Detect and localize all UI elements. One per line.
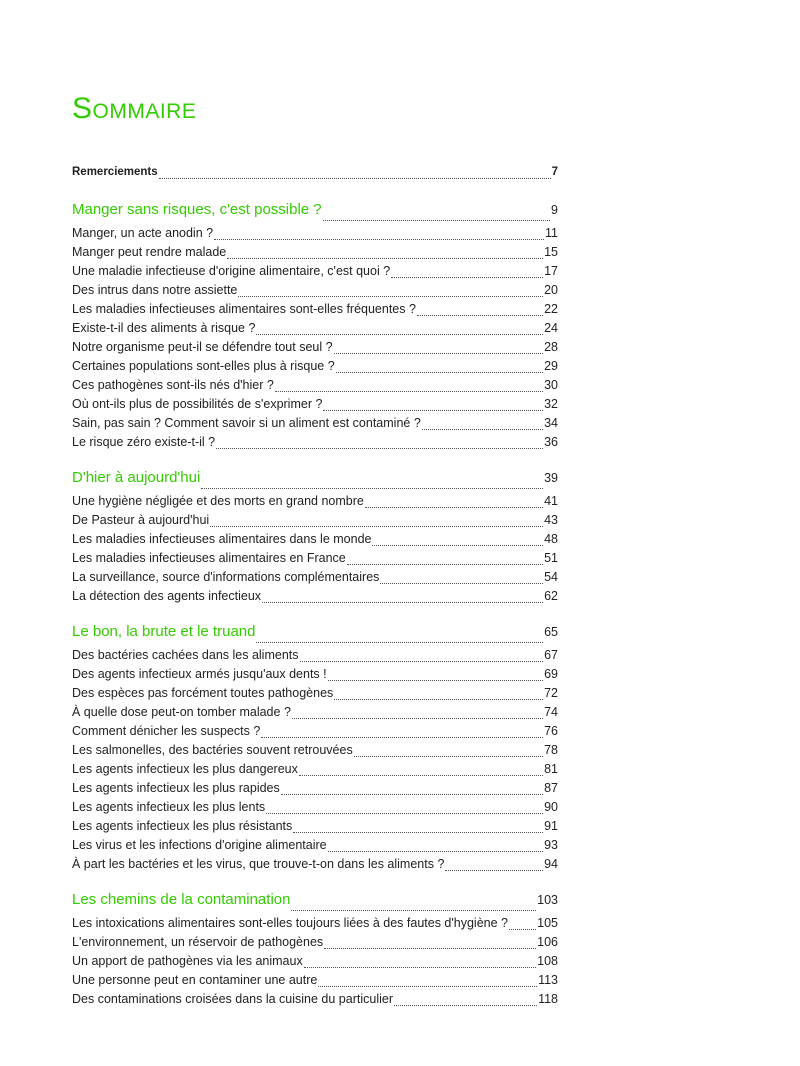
entry-page: 118	[538, 992, 558, 1006]
entry-page: 76	[544, 724, 558, 738]
toc-sections	[72, 196, 558, 1017]
dot-leader	[318, 985, 537, 987]
entry-page: 29	[544, 359, 558, 373]
entry-page: 94	[544, 857, 558, 871]
dot-leader	[266, 812, 543, 814]
toc-entry[interactable]	[72, 300, 558, 319]
entry-page: 87	[544, 781, 558, 795]
toc-entry[interactable]	[72, 933, 558, 952]
entry-page: 17	[544, 264, 558, 278]
dot-leader	[281, 793, 543, 795]
entry-label: Les maladies infectieuses alimentaires sont-elles fréquentes ?	[72, 302, 416, 316]
toc-entry[interactable]	[72, 684, 558, 703]
toc-entry[interactable]	[72, 741, 558, 760]
dot-leader	[334, 698, 543, 700]
section-page: 65	[544, 625, 558, 639]
entry-page: 90	[544, 800, 558, 814]
entry-label: À part les bactéries et les virus, que trouve-t-on dans les aliments ?	[72, 857, 445, 871]
dot-leader	[292, 717, 543, 719]
toc-section	[72, 464, 558, 614]
entry-label: Les salmonelles, des bactéries souvent retrouvées	[72, 743, 353, 757]
entry-page: 48	[544, 532, 558, 546]
entry-page: 36	[544, 435, 558, 449]
dot-leader	[323, 219, 550, 221]
toc-entry[interactable]	[72, 357, 558, 376]
dot-leader	[299, 774, 543, 776]
toc-entry[interactable]	[72, 760, 558, 779]
toc-section-heading[interactable]	[72, 196, 558, 224]
entry-page: 30	[544, 378, 558, 392]
entry-label: Des bactéries cachées dans les aliments	[72, 648, 299, 662]
entry-page: 11	[545, 226, 558, 240]
toc-entry[interactable]	[72, 952, 558, 971]
dot-leader	[445, 869, 543, 871]
toc-entry[interactable]	[72, 836, 558, 855]
entry-page: 81	[544, 762, 558, 776]
entry-page: 51	[544, 551, 558, 565]
entry-label: Où ont-ils plus de possibilités de s'exprimer ?	[72, 397, 323, 411]
dot-leader	[210, 525, 543, 527]
toc-entry[interactable]	[72, 971, 558, 990]
entry-label: La surveillance, source d'informations complémentaires	[72, 570, 380, 584]
entry-page: 15	[544, 245, 558, 259]
dot-leader	[293, 831, 543, 833]
dot-leader	[417, 314, 543, 316]
entry-label: Une maladie infectieuse d'origine alimentaire, c'est quoi ?	[72, 264, 391, 278]
dot-leader	[159, 177, 551, 179]
entry-page: 24	[544, 321, 558, 335]
entry-label: Manger peut rendre malade	[72, 245, 227, 259]
dot-leader	[328, 679, 543, 681]
toc-entry[interactable]	[72, 338, 558, 357]
dot-leader	[391, 276, 543, 278]
dot-leader	[216, 447, 543, 449]
entry-page: 78	[544, 743, 558, 757]
dot-leader	[354, 755, 543, 757]
entry-label: Les intoxications alimentaires sont-elles toujours liées à des fautes d'hygiène ?	[72, 916, 508, 930]
toc-entry[interactable]	[72, 376, 558, 395]
toc-entry[interactable]	[72, 319, 558, 338]
dot-leader	[336, 371, 543, 373]
dot-leader	[291, 909, 536, 911]
toc-entry[interactable]	[72, 224, 558, 243]
toc-entry[interactable]	[72, 798, 558, 817]
toc-entry[interactable]	[72, 587, 558, 606]
entry-label: Le risque zéro existe-t-il ?	[72, 435, 216, 449]
toc-entry[interactable]	[72, 990, 558, 1009]
entry-page: 41	[544, 494, 558, 508]
entry-page: 62	[544, 589, 558, 603]
entry-page: 69	[544, 667, 558, 681]
toc-entry[interactable]	[72, 646, 558, 665]
entry-label: Les agents infectieux les plus résistants	[72, 819, 293, 833]
entry-label: Remerciements	[72, 166, 158, 178]
dot-leader	[365, 506, 543, 508]
entry-page: 67	[544, 648, 558, 662]
section-page: 103	[537, 893, 558, 907]
dot-leader	[323, 409, 543, 411]
entry-page: 34	[544, 416, 558, 430]
dot-leader	[275, 390, 543, 392]
entry-page: 32	[544, 397, 558, 411]
toc-section-heading[interactable]	[72, 464, 558, 492]
entry-page: 43	[544, 513, 558, 527]
toc-entry[interactable]	[72, 395, 558, 414]
entry-label: Comment dénicher les suspects ?	[72, 724, 261, 738]
entry-page: 20	[544, 283, 558, 297]
entry-label: Notre organisme peut-il se défendre tout seul ?	[72, 340, 333, 354]
entry-page: 7	[551, 166, 558, 178]
toc-entry[interactable]	[72, 549, 558, 568]
dot-leader	[227, 257, 543, 259]
entry-label: Les agents infectieux les plus rapides	[72, 781, 280, 795]
entry-label: Les virus et les infections d'origine alimentaire	[72, 838, 327, 852]
entry-label: Les maladies infectieuses alimentaires en France	[72, 551, 346, 565]
dot-leader	[334, 352, 544, 354]
section-page: 9	[551, 203, 558, 217]
toc-entry[interactable]	[72, 665, 558, 684]
toc-section-heading[interactable]	[72, 618, 558, 646]
dot-leader	[261, 736, 543, 738]
entry-label: Les agents infectieux les plus lents	[72, 800, 266, 814]
dot-leader	[214, 238, 544, 240]
toc-section	[72, 196, 558, 460]
entry-page: 54	[544, 570, 558, 584]
section-title: Manger sans risques, c'est possible ?	[72, 201, 322, 218]
entry-label: L'environnement, un réservoir de pathogènes	[72, 935, 324, 949]
entry-label: Des contaminations croisées dans la cuisine du particulier	[72, 992, 393, 1006]
section-title: Le bon, la brute et le truand	[72, 623, 256, 640]
entry-label: Les agents infectieux les plus dangereux	[72, 762, 298, 776]
dot-leader	[372, 544, 543, 546]
toc-entry[interactable]	[72, 530, 558, 549]
toc-entry[interactable]	[72, 243, 558, 262]
toc-entry-front[interactable]	[72, 163, 558, 182]
dot-leader	[328, 850, 543, 852]
toc-entry[interactable]	[72, 722, 558, 741]
entry-label: Des agents infectieux armés jusqu'aux dents !	[72, 667, 327, 681]
toc-section-heading[interactable]	[72, 886, 558, 914]
entry-page: 74	[544, 705, 558, 719]
entry-page: 72	[544, 686, 558, 700]
entry-label: Un apport de pathogènes via les animaux	[72, 954, 303, 968]
page-title: Sommaire	[72, 92, 197, 125]
toc-entry[interactable]	[72, 281, 558, 300]
entry-label: Des intrus dans notre assiette	[72, 283, 238, 297]
entry-label: Sain, pas sain ? Comment savoir si un aliment est contaminé ?	[72, 416, 421, 430]
toc-entry[interactable]	[72, 817, 558, 836]
entry-page: 93	[544, 838, 558, 852]
toc-section	[72, 886, 558, 1017]
toc-entry[interactable]	[72, 703, 558, 722]
toc-entry[interactable]	[72, 492, 558, 511]
dot-leader	[347, 563, 543, 565]
entry-label: La détection des agents infectieux	[72, 589, 262, 603]
entry-label: Une personne peut en contaminer une autre	[72, 973, 318, 987]
entry-page: 113	[538, 973, 558, 987]
entry-page: 105	[537, 916, 558, 930]
entry-page: 22	[544, 302, 558, 316]
toc-entry[interactable]	[72, 262, 558, 281]
entry-label: Les maladies infectieuses alimentaires dans le monde	[72, 532, 372, 546]
entry-label: Une hygiène négligée et des morts en grand nombre	[72, 494, 364, 508]
entry-label: À quelle dose peut-on tomber malade ?	[72, 705, 291, 719]
entry-label: De Pasteur à aujourd'hui	[72, 513, 210, 527]
toc-entry[interactable]	[72, 568, 558, 587]
entry-page: 28	[544, 340, 558, 354]
entry-page: 108	[537, 954, 558, 968]
dot-leader	[201, 487, 543, 489]
entry-label: Manger, un acte anodin ?	[72, 226, 214, 240]
toc-entry[interactable]	[72, 855, 558, 874]
dot-leader	[238, 295, 543, 297]
dot-leader	[304, 966, 536, 968]
dot-leader	[509, 928, 536, 930]
toc-entry[interactable]	[72, 914, 558, 933]
entry-label: Existe-t-il des aliments à risque ?	[72, 321, 256, 335]
dot-leader	[300, 660, 544, 662]
entry-label: Ces pathogènes sont-ils nés d'hier ?	[72, 378, 274, 392]
dot-leader	[380, 582, 543, 584]
table-of-contents	[72, 163, 558, 1017]
dot-leader	[256, 641, 543, 643]
toc-entry[interactable]	[72, 511, 558, 530]
toc-entry[interactable]	[72, 433, 558, 452]
entry-page: 91	[544, 819, 558, 833]
dot-leader	[262, 601, 543, 603]
toc-section	[72, 618, 558, 882]
section-page: 39	[544, 471, 558, 485]
section-title: Les chemins de la contamination	[72, 891, 291, 908]
toc-entry[interactable]	[72, 779, 558, 798]
entry-page: 106	[537, 935, 558, 949]
dot-leader	[422, 428, 543, 430]
dot-leader	[324, 947, 536, 949]
section-title: D'hier à aujourd'hui	[72, 469, 201, 486]
toc-entry[interactable]	[72, 414, 558, 433]
dot-leader	[256, 333, 543, 335]
dot-leader	[394, 1004, 537, 1006]
entry-label: Des espèces pas forcément toutes pathogènes	[72, 686, 334, 700]
entry-label: Certaines populations sont-elles plus à risque ?	[72, 359, 335, 373]
